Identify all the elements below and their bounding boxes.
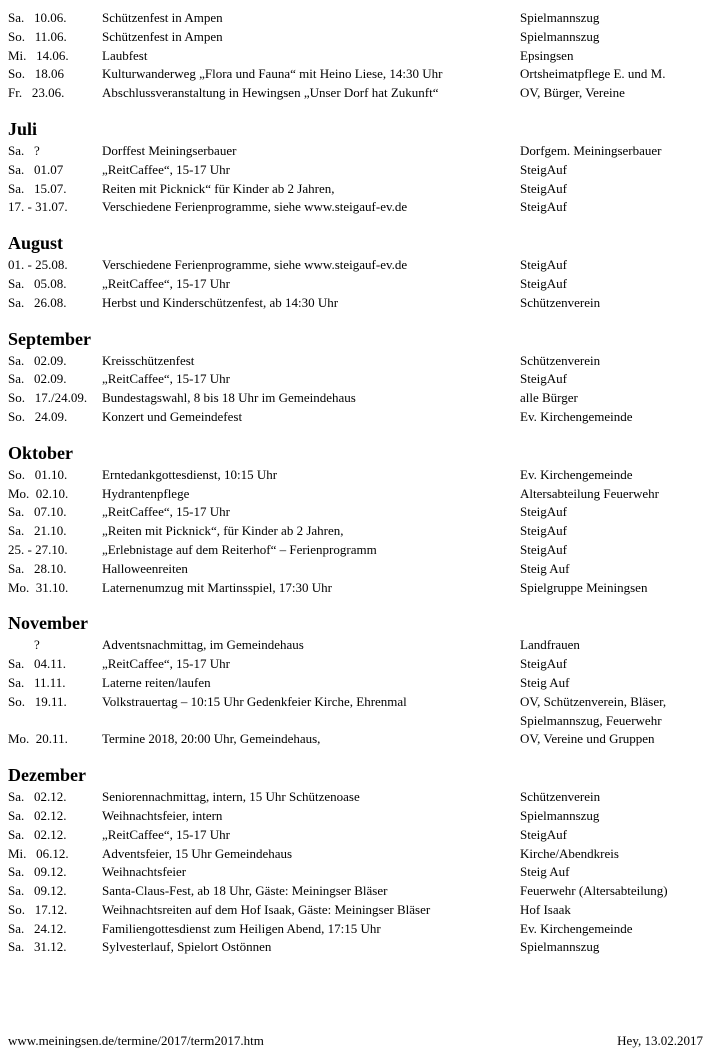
event-date: Mo. 02.10. [8,485,69,501]
event-date: So. 18.06 [8,66,64,82]
event-date: Sa. 02.12. [8,826,67,842]
event-date: Sa. 31.12. [8,939,67,955]
event-organizer: SteigAuf [520,257,567,273]
event-description: Bundestagswahl, 8 bis 18 Uhr im Gemeindehaus [102,390,356,406]
event-organizer: Schützenverein [520,294,601,310]
event-date: Sa. 02.12. [8,807,67,823]
event-row [8,655,708,674]
event-organizer: Spielmannszug [520,807,600,823]
event-organizer: Ev. Kirchengemeinde [520,920,633,936]
event-organizer: Landfrauen [520,637,580,653]
event-organizer: Ortsheimatpflege E. und M. [520,66,666,82]
event-date: Sa. 07.10. [8,504,67,520]
event-organizer: alle Bürger [520,390,578,406]
event-row [8,370,708,389]
event-row [8,352,708,371]
month-heading: Dezember [8,765,86,786]
event-description: Weihnachtsfeier [102,864,187,880]
event-organizer: OV, Schützenverein, Bläser, [520,693,667,709]
event-date: Sa. 01.07 [8,161,64,177]
event-date: Sa. 11.11. [8,674,66,690]
event-row [8,256,708,275]
event-organizer: Kirche/Abendkreis [520,845,619,861]
event-date: Sa. 09.12. [8,864,67,880]
event-row [8,275,708,294]
event-row [8,693,708,731]
event-row [8,180,708,199]
event-date: Sa. 21.10. [8,523,67,539]
event-organizer: Epsingsen [520,47,574,63]
event-organizer: Feuerwehr (Altersabteilung) [520,883,668,899]
event-date: So. 24.09. [8,408,68,424]
event-organizer: Steig Auf [520,674,570,690]
event-row [8,65,708,84]
event-description: Termine 2018, 20:00 Uhr, Gemeindehaus, [102,731,321,747]
event-organizer: Spielmannszug [520,939,600,955]
event-organizer: SteigAuf [520,180,567,196]
event-organizer: Steig Auf [520,560,570,576]
event-date: So. 01.10. [8,466,68,482]
event-description: Schützenfest in Ampen [102,28,223,44]
event-organizer: Altersabteilung Feuerwehr [520,485,659,501]
month-heading: September [8,328,91,349]
event-description: Herbst und Kinderschützenfest, ab 14:30 Uhr [102,294,339,310]
event-date: 25. - 27.10. [8,541,68,557]
event-description: „Erlebnistage auf dem Reiterhof“ – Ferienprogramm [102,541,377,557]
event-organizer: Dorfgem. Meiningserbauer [520,142,662,158]
event-description: Volkstrauertag – 10:15 Uhr Gedenkfeier Kirche, Ehrenmal [102,693,407,709]
event-description: Laubfest [102,47,148,63]
event-row [8,788,708,807]
footer-url: www.meiningsen.de/termine/2017/term2017.htm [8,1033,264,1048]
event-date: Mo. 20.11. [8,731,68,747]
event-date: Sa. 15.07. [8,180,67,196]
event-organizer: SteigAuf [520,161,567,177]
event-description: „ReitCaffee“, 15-17 Uhr [102,656,230,672]
event-organizer: Schützenverein [520,789,601,805]
event-date: 17. - 31.07. [8,199,68,215]
event-date: Sa. 09.12. [8,883,67,899]
month-heading: November [8,613,88,634]
event-row [8,408,708,427]
event-row [8,198,708,217]
event-row [8,636,708,655]
event-date: Mi. 14.06. [8,47,69,63]
event-description: Schützenfest in Ampen [102,10,223,25]
event-row [8,560,708,579]
event-organizer: OV, Bürger, Vereine [520,85,625,101]
month-heading: Oktober [8,442,73,463]
event-description: Abschlussveranstaltung in Hewingsen „Unser Dorf hat Zukunft“ [102,85,439,101]
event-description: Erntedankgottesdienst, 10:15 Uhr [102,466,278,482]
event-row [8,807,708,826]
event-row [8,485,708,504]
event-organizer: Spielmannszug [520,28,600,44]
event-row [8,161,708,180]
event-organizer: Ev. Kirchengemeinde [520,466,633,482]
event-organizer: Ev. Kirchengemeinde [520,408,633,424]
event-organizer: SteigAuf [520,371,567,387]
event-date: So. 17.12. [8,901,68,917]
event-description: „ReitCaffee“, 15-17 Uhr [102,161,230,177]
event-description: Dorffest Meiningserbauer [102,142,237,158]
event-date: Sa. 02.09. [8,352,67,368]
event-organizer: SteigAuf [520,275,567,291]
month-heading: August [8,233,64,254]
event-row [8,541,708,560]
event-organizer: SteigAuf [520,199,567,215]
event-date: Sa. 28.10. [8,560,67,576]
event-date: So. 19.11. [8,693,67,709]
event-description: „ReitCaffee“, 15-17 Uhr [102,504,230,520]
event-description: Reiten mit Picknick“ für Kinder ab 2 Jahren, [102,180,335,196]
event-row [8,901,708,920]
event-description: „ReitCaffee“, 15-17 Uhr [102,826,230,842]
event-date: ? [8,637,40,653]
event-date: So. 17./24.09. [8,390,88,406]
event-description: „ReitCaffee“, 15-17 Uhr [102,371,230,387]
event-row [8,730,708,749]
event-date: Mi. 06.12. [8,845,69,861]
event-description: „Reiten mit Picknick“, für Kinder ab 2 Jahren, [102,523,344,539]
event-date: Sa. ? [8,142,40,158]
event-description: Kulturwanderweg „Flora und Fauna“ mit Heino Liese, 14:30 Uhr [102,66,443,82]
event-organizer: SteigAuf [520,504,567,520]
event-row [8,47,708,66]
event-row [8,938,708,957]
event-row [8,84,708,103]
event-date: Sa. 02.09. [8,371,67,387]
event-description: „ReitCaffee“, 15-17 Uhr [102,275,230,291]
event-description: Weihnachtsreiten auf dem Hof Isaak, Gäste: Meiningser Bläser [102,901,431,917]
event-description: Kreisschützenfest [102,352,195,368]
event-date: Fr. 23.06. [8,85,65,101]
event-row [8,142,708,161]
event-calendar [8,9,708,957]
event-description: Santa-Claus-Fest, ab 18 Uhr, Gäste: Meiningser Bläser [102,883,388,899]
event-date: Mo. 31.10. [8,579,69,595]
event-row [8,674,708,693]
event-row [8,579,708,598]
event-date: Sa. 24.12. [8,920,67,936]
event-description: Sylvesterlauf, Spielort Ostönnen [102,939,272,955]
event-row [8,503,708,522]
event-row [8,9,708,28]
month-heading: Juli [8,118,38,139]
event-organizer: Spielmannszug, Feuerwehr [520,712,662,728]
event-organizer: SteigAuf [520,656,567,672]
event-description: Weihnachtsfeier, intern [102,807,223,823]
event-organizer: Spielgruppe Meiningsen [520,579,648,595]
event-description: Verschiedene Ferienprogramme, siehe www.steigauf-ev.de [102,257,408,273]
event-organizer: SteigAuf [520,826,567,842]
event-organizer: Schützenverein [520,352,601,368]
event-row [8,845,708,864]
event-date: 01. - 25.08. [8,257,68,273]
event-description: Familiengottesdienst zum Heiligen Abend, 17:15 Uhr [102,920,381,936]
event-row [8,863,708,882]
footer-date-stamp: Hey, 13.02.2017 [617,1033,703,1048]
event-organizer: SteigAuf [520,541,567,557]
event-description: Laternenumzug mit Martinsspiel, 17:30 Uhr [102,579,332,595]
event-date: Sa. 02.12. [8,789,67,805]
event-row [8,826,708,845]
event-row [8,28,708,47]
event-description: Laterne reiten/laufen [102,674,211,690]
event-description: Hydrantenpflege [102,485,190,501]
event-row [8,389,708,408]
event-row [8,920,708,939]
event-description: Konzert und Gemeindefest [102,408,243,424]
event-date: So. 11.06. [8,28,67,44]
event-organizer: SteigAuf [520,523,567,539]
event-date: Sa. 04.11. [8,656,67,672]
event-date: Sa. 10.06. [8,10,67,25]
event-description: Halloweenreiten [102,560,188,576]
event-organizer: Hof Isaak [520,901,571,917]
event-row [8,882,708,901]
event-description: Adventsfeier, 15 Uhr Gemeindehaus [102,845,293,861]
event-organizer: Steig Auf [520,864,570,880]
event-organizer: Spielmannszug [520,10,600,25]
event-description: Adventsnachmittag, im Gemeindehaus [102,637,304,653]
event-row [8,522,708,541]
event-description: Verschiedene Ferienprogramme, siehe www.steigauf-ev.de [102,199,408,215]
event-row [8,294,708,313]
event-row [8,466,708,485]
event-description: Seniorennachmittag, intern, 15 Uhr Schützenoase [102,789,360,805]
event-date: Sa. 26.08. [8,294,67,310]
event-organizer: OV, Vereine und Gruppen [520,731,655,747]
event-date: Sa. 05.08. [8,275,67,291]
